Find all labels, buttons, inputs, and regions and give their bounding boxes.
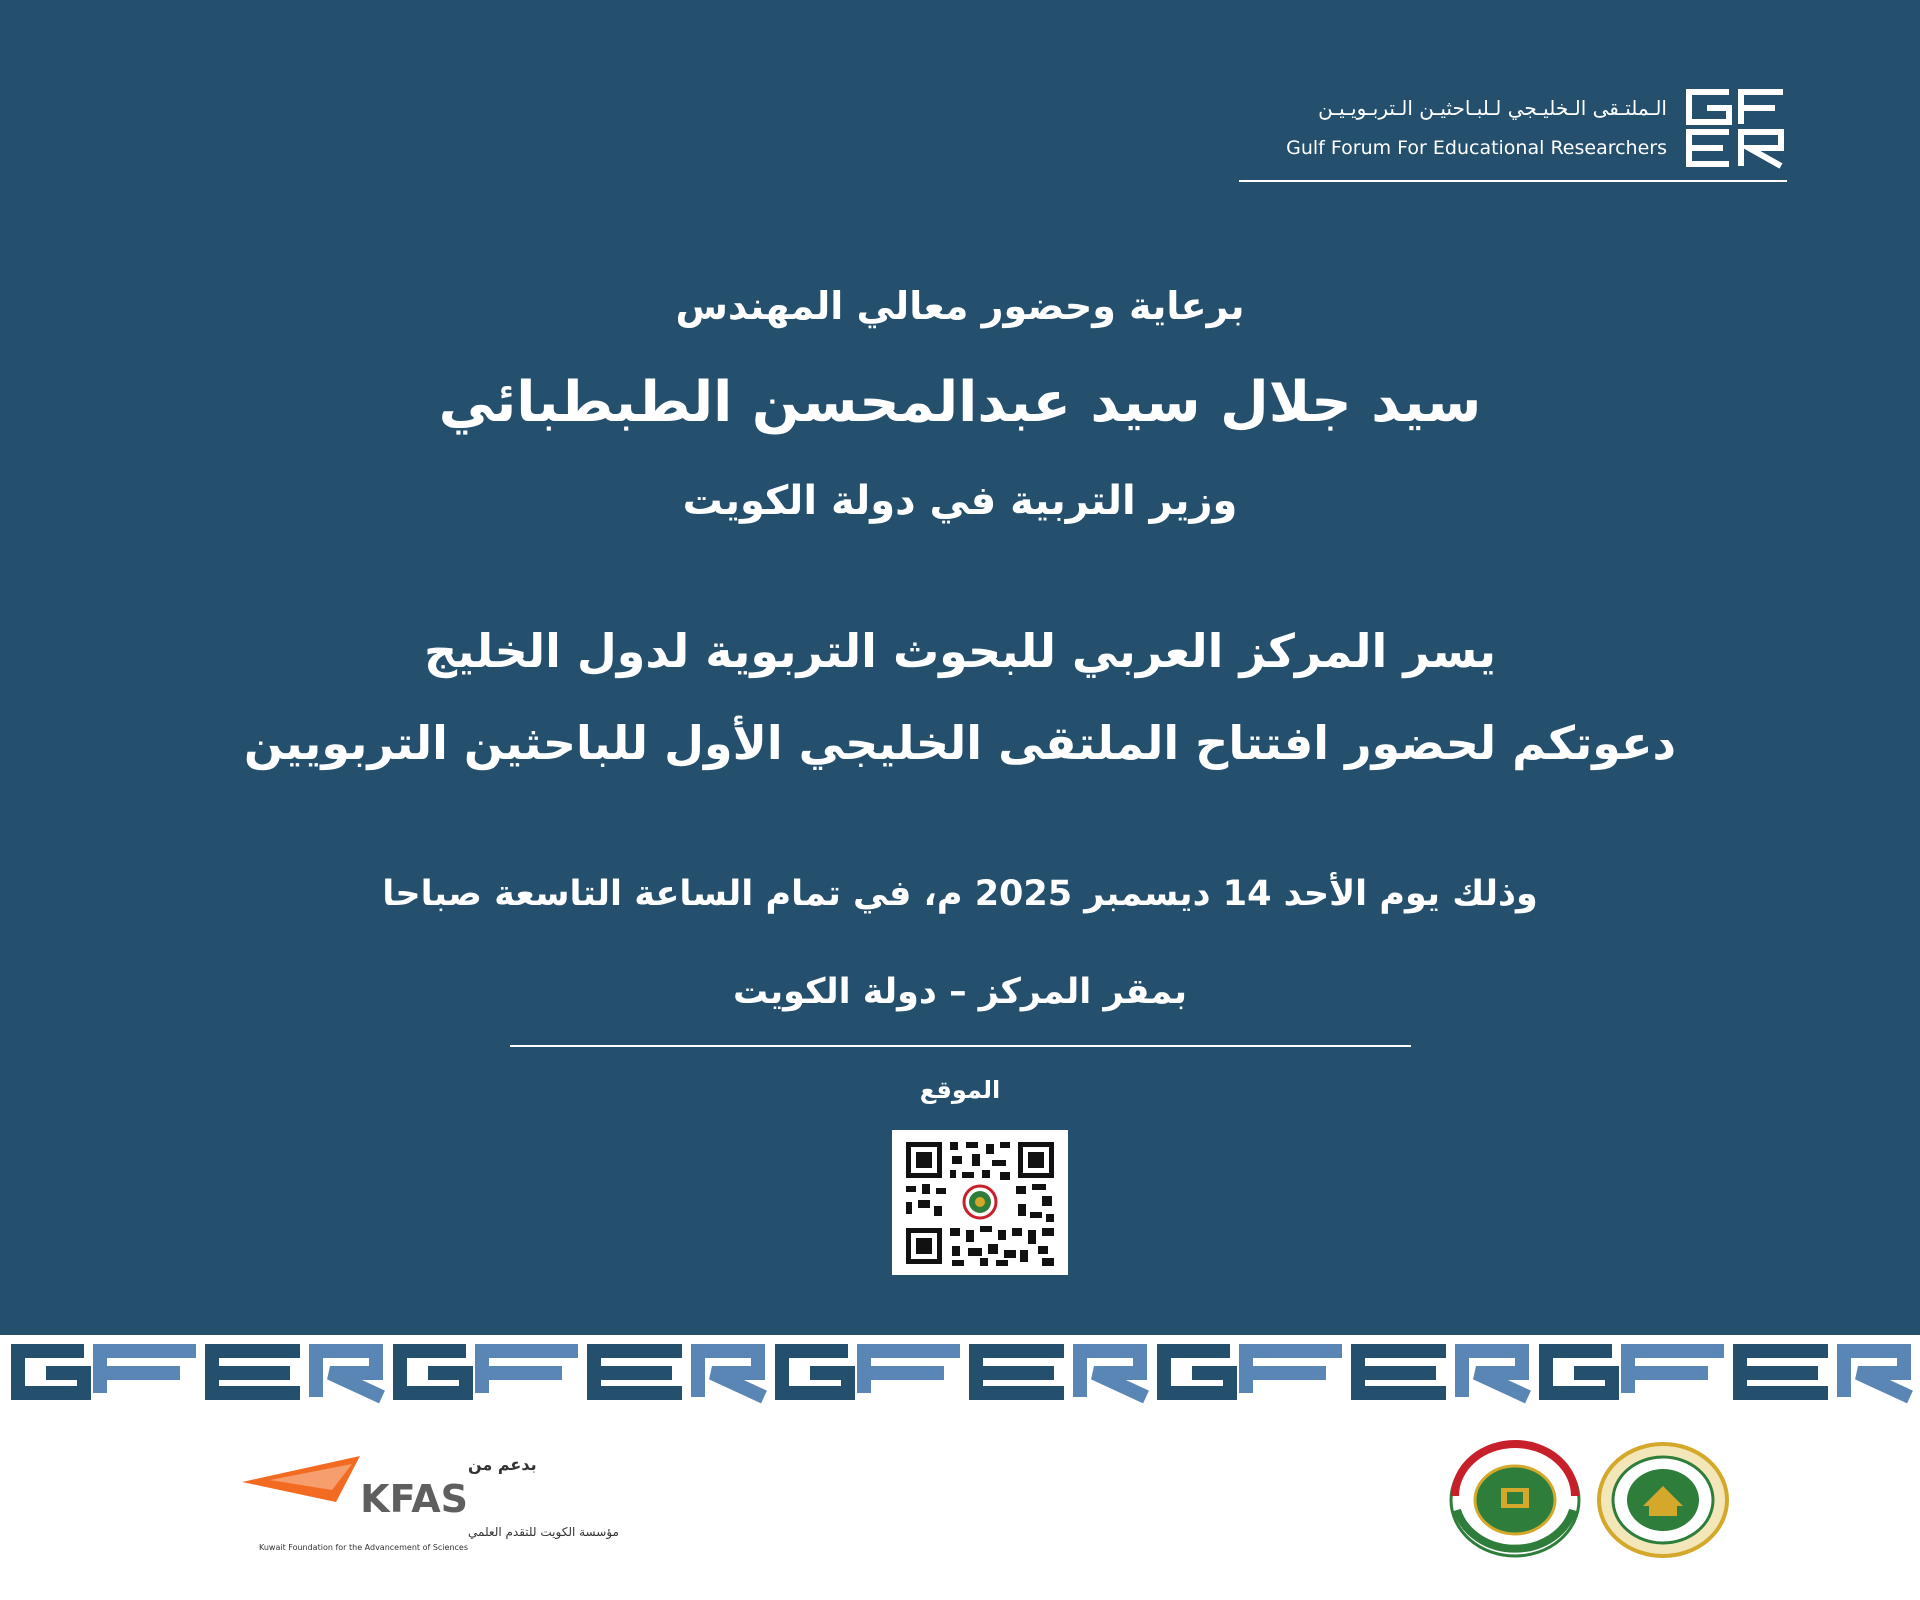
kfas-logo-icon (240, 1450, 619, 1556)
gfer-logo (1286, 86, 1787, 170)
minister-title: وزير التربية في دولة الكويت (682, 478, 1238, 524)
kfas-name-en: Kuwait Foundation for the Advancement of Sciences (258, 1543, 468, 1552)
host-line: يسر المركز العربي للبحوث التربوية لدول الخليج (423, 624, 1497, 678)
kfas-name-ar: مؤسسة الكويت للتقدم العلمي (468, 1525, 619, 1539)
logo-arabic-name: الـملتـقى الـخليـجي لـلبـاحثيـن الـتربـويـيـن (1318, 96, 1667, 120)
qr-code-icon (892, 1130, 1068, 1275)
date-line: وذلك يوم الأحد 14 ديسمبر 2025 م، في تمام الساعة التاسعة صباحا (382, 874, 1538, 914)
arab-bureau-seal-icon (1593, 1440, 1733, 1560)
logo-text (1286, 95, 1667, 161)
gfer-pattern-band (0, 1335, 1920, 1407)
gulf-center-seal-icon (1447, 1440, 1587, 1560)
location-label: الموقع (919, 1076, 1001, 1104)
logo-english-name: Gulf Forum For Educational Researchers (1286, 137, 1667, 159)
invite-line: دعوتكم لحضور افتتاح الملتقى الخليجي الأول للباحثين التربويين (243, 716, 1677, 770)
header-rule (1239, 180, 1787, 182)
kfas-support-label: بدعم من (468, 1455, 537, 1474)
organization-seals (1447, 1440, 1733, 1560)
divider (510, 1045, 1411, 1047)
gfer-mark-icon (1683, 86, 1787, 170)
location-qr-code[interactable] (892, 1130, 1068, 1275)
venue-line: بمقر المركز – دولة الكويت (732, 972, 1188, 1012)
kfas-name: KFAS (360, 1477, 468, 1521)
kfas-sponsor-logo (240, 1450, 619, 1556)
minister-name: سيد جلال سيد عبدالمحسن الطبطبائي (438, 370, 1482, 435)
patronage-text: برعاية وحضور معالي المهندس (675, 284, 1245, 328)
